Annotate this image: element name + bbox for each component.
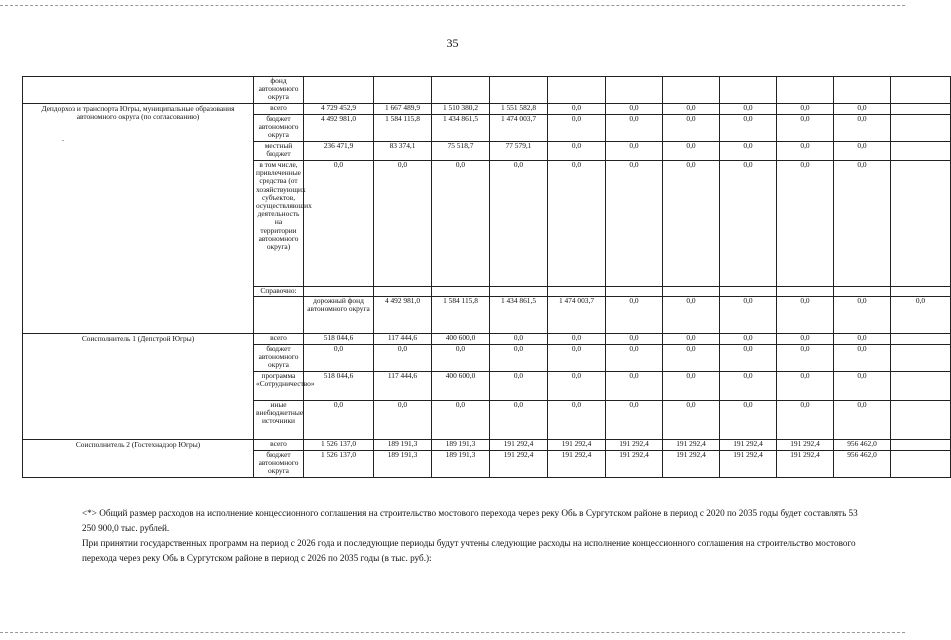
executor-cell [23,104,254,334]
value-cell: 0,0 [548,161,606,287]
value-cell: 0,0 [663,297,720,334]
budget-table [22,76,951,478]
value-cell [720,77,777,104]
value-cell: 0,0 [834,334,891,345]
value-cell: 0,0 [374,345,432,372]
value-cell: 0,0 [606,104,663,115]
value-cell: 189 191,3 [374,451,432,478]
value-cell: 0,0 [834,401,891,440]
value-cell: 191 292,4 [663,440,720,451]
value-cell: 0,0 [777,161,834,287]
value-cell: 0,0 [720,334,777,345]
value-cell: 0,0 [606,372,663,401]
table-row [23,104,951,115]
value-cell: 4 729 452,9 [304,104,374,115]
value-cell: 0,0 [548,104,606,115]
value-cell: 191 292,4 [606,440,663,451]
value-cell: 191 292,4 [548,440,606,451]
value-cell: 0,0 [606,142,663,161]
value-cell: 0,0 [663,104,720,115]
value-cell: 83 374,1 [374,142,432,161]
value-cell: 0,0 [777,334,834,345]
value-cell: 191 292,4 [720,451,777,478]
value-cell: 0,0 [304,345,374,372]
value-cell [891,440,951,451]
value-cell: 0,0 [490,372,548,401]
value-cell: 0,0 [663,115,720,142]
value-cell: 191 292,4 [777,451,834,478]
value-cell: 0,0 [777,115,834,142]
source-cell: в том числе, привлеченные средства (от хозяйствующих субъектов, осуществляющих деятельность на территории автономного округа) [254,161,304,287]
value-cell: 117 444,6 [374,372,432,401]
value-cell [777,77,834,104]
value-cell [891,401,951,440]
value-cell: 0,0 [548,345,606,372]
value-cell [891,77,951,104]
value-cell [606,287,663,297]
value-cell [891,451,951,478]
value-cell: 0,0 [548,142,606,161]
value-cell: 0,0 [834,115,891,142]
value-cell: 0,0 [720,115,777,142]
source-cell: местный бюджет [254,142,304,161]
value-cell: 0,0 [720,104,777,115]
source-cell: бюджет автономного округа [254,115,304,142]
value-cell [777,287,834,297]
value-cell: 77 579,1 [490,142,548,161]
value-cell: 1 667 489,9 [374,104,432,115]
source-cell: всего [254,104,304,115]
value-cell: 0,0 [720,401,777,440]
value-cell: 0,0 [663,334,720,345]
value-cell [490,287,548,297]
value-cell: 0,0 [548,334,606,345]
executor-name: Соисполнитель 2 (Гостехнадзор Югры) [75,440,201,449]
value-cell: 0,0 [548,401,606,440]
value-cell [374,77,432,104]
value-cell: 0,0 [777,297,834,334]
value-cell: 0,0 [606,115,663,142]
value-cell: 0,0 [834,142,891,161]
value-cell: 191 292,4 [777,440,834,451]
value-cell: 191 292,4 [663,451,720,478]
value-cell: 518 044,6 [304,334,374,345]
value-cell: 0,0 [663,161,720,287]
value-cell: 4 492 981,0 [304,115,374,142]
value-cell: 191 292,4 [490,451,548,478]
value-cell: 0,0 [720,297,777,334]
value-cell: 0,0 [891,297,951,334]
value-cell: 0,0 [720,372,777,401]
value-cell [304,77,374,104]
value-cell: 0,0 [720,161,777,287]
value-cell: 117 444,6 [374,334,432,345]
value-cell [490,77,548,104]
value-cell [891,334,951,345]
value-cell [432,287,490,297]
value-cell [720,287,777,297]
executor-cell [23,77,254,104]
value-cell: 1 510 380,2 [432,104,490,115]
value-cell: 0,0 [720,142,777,161]
source-cell: бюджет автономного округа [254,451,304,478]
value-cell [663,287,720,297]
value-cell [891,115,951,142]
footnote [82,506,862,566]
value-cell: 0,0 [606,334,663,345]
value-cell: 1 474 003,7 [490,115,548,142]
value-cell: 0,0 [777,345,834,372]
value-cell: 189 191,3 [374,440,432,451]
value-cell [548,287,606,297]
source-cell: программа «Сотрудничество» [254,372,304,401]
value-cell: 0,0 [548,115,606,142]
value-cell: 191 292,4 [720,440,777,451]
value-cell: 1 474 003,7 [548,297,606,334]
value-cell: 0,0 [606,161,663,287]
value-cell: 1 526 137,0 [304,451,374,478]
value-cell: 1 584 115,8 [374,115,432,142]
value-cell: 1 434 861,5 [432,115,490,142]
value-cell: 0,0 [834,297,891,334]
value-cell [834,77,891,104]
source-cell: всего [254,334,304,345]
value-cell: 189 191,3 [432,440,490,451]
value-cell: 0,0 [606,401,663,440]
value-cell: 0,0 [374,401,432,440]
table-row [23,334,951,345]
value-cell: 518 044,6 [304,372,374,401]
source-cell: фонд автономного округа [254,77,304,104]
footnote-paragraph: <*> Общий размер расходов на исполнение концессионного соглашения на строительство мостового перехода через реку Обь в Сургутском районе в период с 2020 по 2035 годы будет составлять 53 250 900,0 тыс. рублей. [82,508,858,533]
value-cell: 0,0 [663,372,720,401]
source-cell: иные внебюджетные источники [254,401,304,440]
value-cell: 0,0 [777,372,834,401]
value-cell: 0,0 [490,401,548,440]
value-cell: 0,0 [663,142,720,161]
table-row [23,77,951,104]
source-cell: Справочно: [254,287,304,297]
value-cell [891,372,951,401]
value-cell: 0,0 [432,345,490,372]
executor-cell [23,440,254,478]
value-cell: 0,0 [606,345,663,372]
value-cell: 4 492 981,0 [374,297,432,334]
value-cell: 0,0 [834,161,891,287]
value-cell [663,77,720,104]
value-cell: 0,0 [374,161,432,287]
value-cell [891,287,951,297]
value-cell [891,161,951,287]
value-cell: 191 292,4 [490,440,548,451]
value-cell: 0,0 [720,345,777,372]
source-cell: дорожный фонд автономного округа [304,297,374,334]
executor-name: Депдорхоз и транспорта Югры, муниципальные образования автономного округа (по согласованию) [41,104,235,122]
value-cell [548,77,606,104]
scan-border-top [0,5,905,6]
executor-cell: Соисполнитель 1 (Депстрой Югры) [23,334,254,440]
value-cell: 0,0 [548,372,606,401]
value-cell: 0,0 [777,401,834,440]
value-cell: 0,0 [834,104,891,115]
value-cell: 956 462,0 [834,451,891,478]
executor-cell [254,297,304,334]
value-cell: 0,0 [606,297,663,334]
page-number: 35 [446,36,459,50]
value-cell [606,77,663,104]
value-cell: 400 600,0 [432,372,490,401]
value-cell [834,287,891,297]
value-cell [432,77,490,104]
scan-mark: . [62,134,64,144]
value-cell [374,287,432,297]
value-cell: 236 471,9 [304,142,374,161]
value-cell: 75 518,7 [432,142,490,161]
value-cell: 0,0 [490,345,548,372]
source-cell: бюджет автономного округа [254,345,304,372]
source-cell: всего [254,440,304,451]
value-cell [891,345,951,372]
table-row [23,440,951,451]
value-cell [891,142,951,161]
value-cell: 191 292,4 [606,451,663,478]
value-cell [891,104,951,115]
value-cell: 956 462,0 [834,440,891,451]
value-cell: 1 584 115,8 [432,297,490,334]
value-cell: 0,0 [490,334,548,345]
value-cell: 0,0 [663,345,720,372]
value-cell: 0,0 [834,345,891,372]
value-cell: 189 191,3 [432,451,490,478]
footnote-paragraph: При принятии государственных программ на период с 2026 года и последующие периоды будут учтены следующие расходы на исполнение концессионного соглашения на строительство мостового перехода через реку Обь в Сургутском районе в период с 2026 по 2035 годы (в тыс. руб.): [82,538,856,563]
value-cell: 0,0 [304,161,374,287]
value-cell: 400 600,0 [432,334,490,345]
value-cell: 0,0 [304,401,374,440]
scan-border-bottom [0,632,905,633]
value-cell [304,287,374,297]
value-cell: 191 292,4 [548,451,606,478]
value-cell: 0,0 [490,161,548,287]
value-cell: 1 434 861,5 [490,297,548,334]
value-cell: 0,0 [834,372,891,401]
value-cell: 0,0 [777,104,834,115]
value-cell: 1 526 137,0 [304,440,374,451]
value-cell: 0,0 [663,401,720,440]
value-cell: 0,0 [432,161,490,287]
value-cell: 0,0 [432,401,490,440]
value-cell: 0,0 [777,142,834,161]
value-cell: 1 551 582,8 [490,104,548,115]
